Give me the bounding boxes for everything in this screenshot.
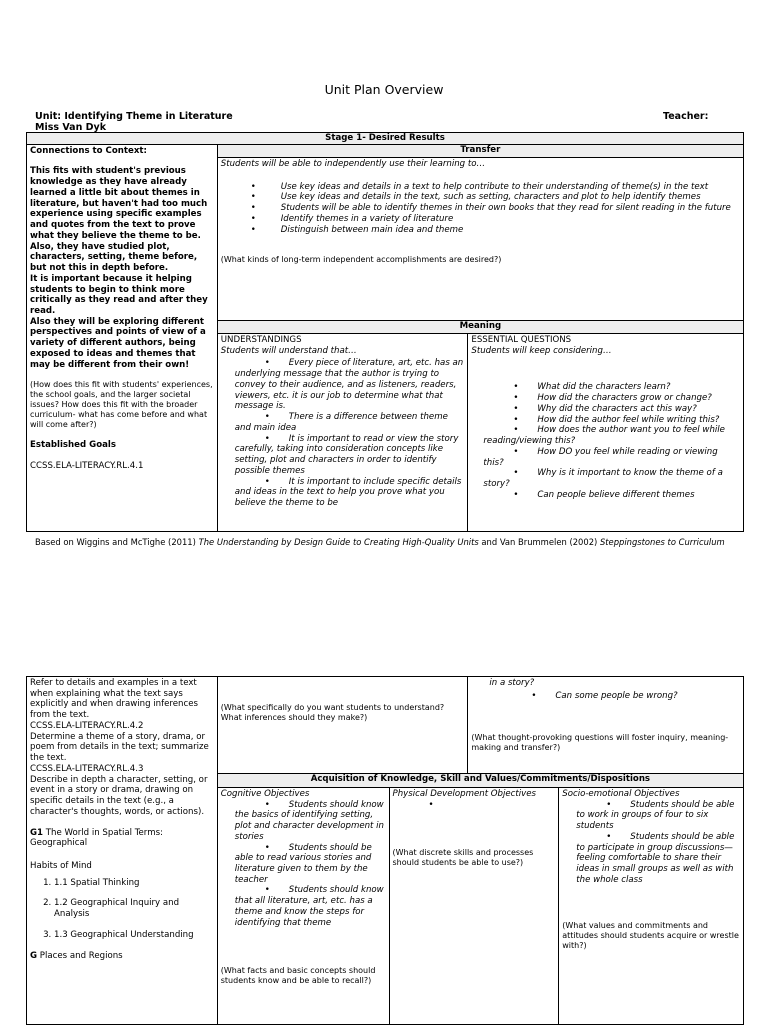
list-item: • It is important to include specific details and ideas in the text to help you prove what you believe the theme to be (235, 477, 465, 509)
context-paragraph-1: This fits with student's previous knowledge as they have already learned a little bit about themes in literature, but haven't had too much experience using specific examples and quotes from the text to prove what they believe the theme to be. Also, they have studied plot, characters, setting, theme before, but not this in depth before. (30, 166, 208, 274)
acquisition-header: Acquisition of Knowledge, Skill and Values/Commitments/Dispositions (217, 774, 743, 788)
list-item: • How DO you feel while reading or viewing this? (483, 447, 740, 468)
understandings-list (235, 358, 465, 508)
list-item: • Distinguish between main idea and theme (221, 225, 740, 236)
list-item: • Students should know the basics of identifying setting, plot and character development in stories (235, 800, 386, 843)
cognitive-list (235, 800, 386, 929)
standard-code-3: CCSS.ELA-LITERACY.RL.4.3 (30, 763, 144, 774)
list-item: • Every piece of literature, art, etc. has an underlying message that the author is trying to convey to their audience, and as listeners, readers, viewers, etc. it is our job to determine what that message is. (235, 358, 465, 412)
socio-title: Socio-emotional Objectives (562, 788, 680, 799)
context-prompt: (How does this fit with students' experiences, the school goals, and the larger societal issues? How does this fit with the broader curriculum- what has come before and what will come after?) (30, 380, 213, 430)
footnote-middle: and Van Brummelen (2002) (478, 537, 600, 547)
list-item: • Why did the characters act this way? (483, 404, 740, 415)
footnote-book-2: Steppingstones to Curriculum (599, 537, 725, 547)
physical-prompt: (What discrete skills and processes should students be able to use?) (392, 848, 534, 868)
transfer-cell (217, 157, 743, 320)
cognitive-prompt: (What facts and basic concepts should students know and be able to recall?) (220, 966, 376, 986)
understandings-label: UNDERSTANDINGS (220, 334, 302, 345)
g1-text: The World in Spatial Terms: Geographical (30, 827, 163, 849)
standard-text-2: Determine a theme of a story, drama, or poem from details in the text; summarize the text. (30, 731, 209, 764)
goals-code: CCSS.ELA-LITERACY.RL.4.1 (30, 461, 144, 472)
context-paragraph-2: It is important because it helping students to begin to think more critically as they read and after they read. (30, 273, 208, 317)
stage1-table (26, 132, 744, 532)
footnote-prefix: Based on Wiggins and McTighe (2011) (35, 537, 199, 547)
list-item: • Students should be able to work in groups of four to six students (576, 800, 740, 832)
socio-cell (559, 787, 744, 1024)
eq-prompt: (What thought-provoking questions will foster inquiry, meaning- making and transfer?) (471, 733, 729, 753)
standard-code-2: CCSS.ELA-LITERACY.RL.4.2 (30, 720, 144, 731)
cognitive-cell (217, 787, 389, 1024)
context-paragraph-3: Also they will be exploring different perspectives and points of view of a variety of different authors, being exposed to ideas and themes that may be different from their own! (30, 316, 206, 370)
transfer-intro: Students will be able to independently use their learning to… (220, 158, 486, 169)
understandings-prompt: (What specifically do you want students to understand? What inferences should they make?) (220, 703, 445, 722)
list-item: • Use key ideas and details in the text, such as setting, characters and plot to help identify themes (221, 192, 740, 203)
g1-heading (30, 828, 214, 849)
list-item: • It is important to read or view the story carefully, taking into consideration concepts like setting, plot and characters in order to identify possible themes (235, 434, 465, 477)
unit-label: Unit: Identifying Theme in Literature (35, 111, 233, 122)
habits-title: Habits of Mind (30, 861, 92, 872)
footnote (35, 537, 725, 547)
list-item: • Why is it important to know the theme of a story? (483, 468, 740, 489)
understandings-cell (217, 333, 468, 531)
standards-text: Refer to details and examples in a text when explaining what the text says explicitly and when drawing inferences from the text. (30, 678, 198, 721)
g-heading (30, 951, 214, 962)
list-item: • What did the characters learn? (483, 382, 740, 393)
list-item: • Identify themes in a variety of literature (221, 214, 740, 225)
list-item: • Students will be able to identify themes in their own books that they read for silent reading in the future (221, 203, 740, 214)
understandings-intro: Students will understand that… (220, 345, 357, 356)
list-item: • Students should be able to read various stories and literature given to them by the teacher (235, 843, 386, 886)
physical-bullet: • (428, 799, 434, 810)
g1-label: G1 (30, 827, 44, 838)
list-item: • How does the author want you to feel while reading/viewing this? (483, 425, 740, 446)
list-item: • How did the characters grow or change? (483, 393, 740, 404)
goals-title: Established Goals (30, 440, 116, 451)
footnote-book-1: The Understanding by Design Guide to Creating High-Quality Units (198, 537, 479, 547)
transfer-list (221, 182, 740, 236)
socio-prompt: (What values and commitments and attitudes should students acquire or wrestle with?) (562, 921, 739, 951)
understandings-prompt-cell (217, 677, 468, 774)
standards-cell (27, 677, 218, 1025)
standard-text-3: Describe in depth a character, setting, or event in a story or drama, drawing on specific details in the text (e.g., a character's thoughts, words, or actions). (30, 774, 208, 817)
list-item: • Students should be able to participate in group discussions—feeling comfortable to share their ideas in small groups as well as with the whole class (576, 832, 740, 886)
stage1-header: Stage 1- Desired Results (27, 133, 744, 145)
eq-label: ESSENTIAL QUESTIONS (471, 334, 572, 345)
teacher-name: Miss Van Dyk (35, 122, 107, 133)
list-item: • Use key ideas and details in a text to help contribute to their understanding of theme(s) in the text (221, 182, 740, 193)
context-cell (27, 144, 218, 531)
socio-list (576, 800, 740, 886)
list-item: • Can some people be wrong? (501, 691, 740, 702)
list-item: 2. 1.2 Geographical Inquiry and Analysis (54, 898, 214, 919)
context-title: Connections to Context: (30, 145, 147, 156)
teacher-label: Teacher: (663, 111, 709, 122)
physical-cell (389, 787, 559, 1024)
physical-title: Physical Development Objectives (392, 788, 537, 799)
g-text: Places and Regions (37, 950, 123, 961)
eq-list (483, 382, 740, 500)
eq-continued-cell (468, 677, 744, 774)
list-item: 1. 1.1 Spatial Thinking (54, 878, 214, 889)
list-item: 3. 1.3 Geographical Understanding (54, 930, 214, 941)
list-item: • How did the author feel while writing this? (483, 415, 740, 426)
meaning-header: Meaning (217, 320, 743, 333)
list-item: • Students should know that all literature, art, etc. has a theme and know the steps for identifying that theme (235, 885, 386, 928)
habits-list (30, 878, 214, 941)
g-label: G (30, 950, 38, 961)
transfer-header: Transfer (217, 144, 743, 157)
page-title: Unit Plan Overview (324, 82, 444, 97)
eq-continued: in a story? (489, 678, 535, 688)
eq-intro: Students will keep considering… (471, 345, 612, 356)
stage1-continued-table (26, 676, 744, 1025)
transfer-prompt: (What kinds of long-term independent accomplishments are desired?) (220, 255, 502, 265)
list-item: • Can people believe different themes (483, 490, 740, 501)
eq-continued-list (501, 691, 740, 702)
cognitive-title: Cognitive Objectives (220, 788, 310, 799)
essential-questions-cell (468, 333, 744, 531)
list-item: • There is a difference between theme and main idea (235, 412, 465, 433)
